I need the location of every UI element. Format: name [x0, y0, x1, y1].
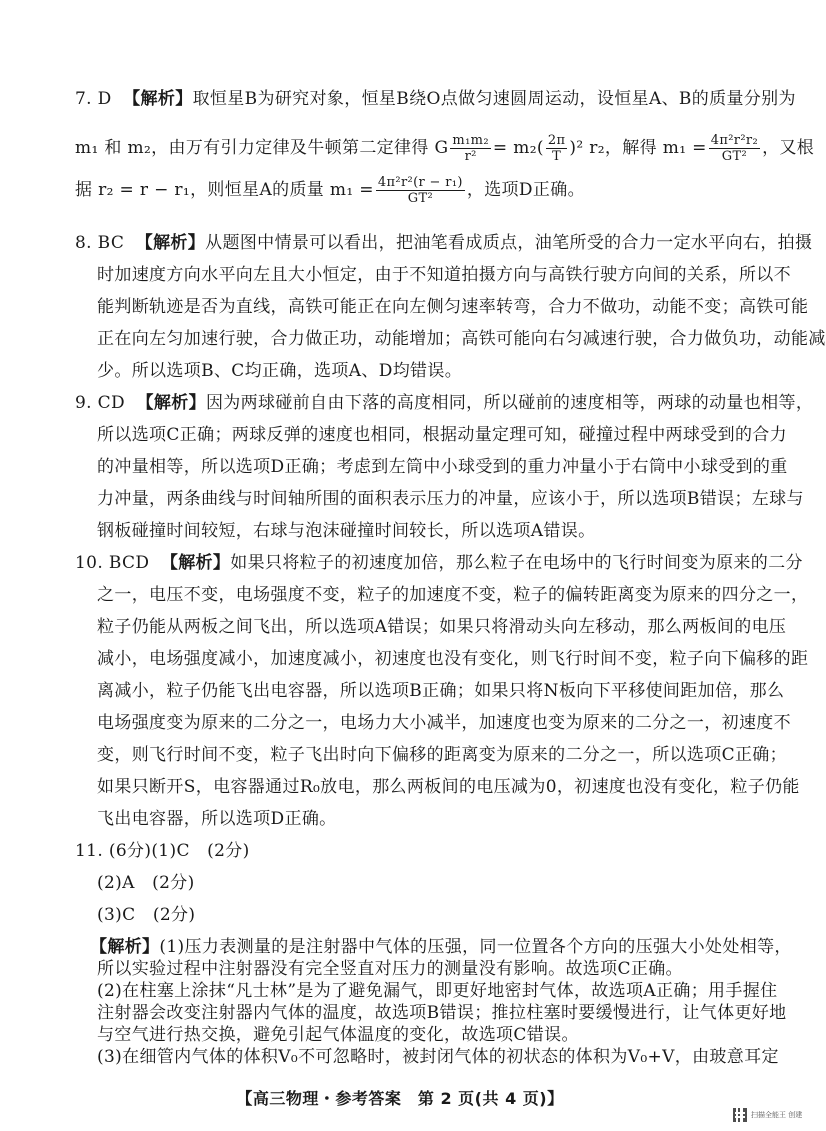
q7-tag: 【解析】	[123, 89, 193, 109]
q10-text-1: 如果只将粒子的初速度加倍，那么粒子在电场中的飞行时间变为原来的二分	[230, 553, 803, 573]
q11-line-2: 所以实验过程中注射器没有完全竖直对压力的测量没有影响。故选项C正确。	[97, 959, 683, 979]
q7-frac3-numerator: 4π²r²r₂	[710, 133, 759, 148]
q10-line-7: 变，则飞行时间不变，粒子飞出时向下偏移的距离变为原来的二分之一，所以选项C正确；	[97, 745, 788, 765]
q11-tag: 【解析】	[90, 937, 160, 957]
q11-line-6: (3)在细管内气体的体积V₀不可忽略时，被封闭气体的初状态的体积为V₀+V，由玻意耳定	[97, 1047, 779, 1067]
q8-line-1	[75, 232, 812, 254]
q7-frac4-denominator: GT²	[407, 191, 434, 206]
q8-line-2: 时加速度方向水平向左且大小恒定，由于不知道拍摄方向与高铁行驶方向间的关系，所以不	[97, 265, 791, 285]
q10-line-3: 粒子仍能从两板之间飞出，所以选项A错误；如果只将滑动头向左移动，那么两板间的电压	[97, 617, 787, 637]
page-footer: 【高三物理・参考答案 第 2 页(共 4 页)】	[236, 1089, 564, 1108]
q9-line-3: 的冲量相等，所以选项D正确；考虑到左筒中小球受到的重力冲量小于右筒中小球受到的重	[97, 457, 788, 477]
q11-line-5: 与空气进行热交换，避免引起气体温度的变化，故选项C错误。	[97, 1025, 579, 1045]
q7-frac1-denominator: r²	[464, 149, 477, 164]
q7-text-3a: 据 r₂ = r − r₁，则恒星A的质量 m₁ =	[75, 180, 374, 200]
q7-text-2a: m₁ 和 m₂，由万有引力定律及牛顿第二定律得 G	[75, 138, 449, 158]
q10-line-5: 离减小，粒子仍能飞出电容器，所以选项B正确；如果只将N板向下平移使间距加倍，那么	[97, 681, 785, 701]
q7-text-3b: ，选项D正确。	[466, 180, 585, 200]
q7-text-2c: )² r₂，解得 m₁ =	[569, 138, 707, 158]
q7-text-1: 取恒星B为研究对象，恒星B绕O点做匀速圆周运动，设恒星A、B的质量分别为	[192, 89, 796, 109]
q7-fraction-4	[376, 175, 465, 206]
q11-answer-3: (3)C (2分)	[97, 905, 196, 925]
q7-fraction-1	[450, 133, 490, 164]
q7-frac2-denominator: T	[552, 149, 562, 164]
q7-line-3	[75, 170, 585, 210]
q7-line-2	[75, 128, 814, 168]
q7-frac2-numerator: 2π	[547, 133, 566, 148]
q8-line-4: 正在向左匀加速行驶，合力做正功，动能增加；高铁可能向右匀减速行驶，合力做负功，动能减	[97, 329, 826, 349]
q7-line-1	[75, 88, 796, 110]
q10-line-2: 之一，电压不变，电场强度不变，粒子的加速度不变，粒子的偏转距离变为原来的四分之一，	[97, 585, 809, 605]
q9-line-4: 力冲量，两条曲线与时间轴所围的面积表示压力的冲量，应该小于，所以选项B错误；左球与	[97, 489, 804, 509]
q10-line-8: 如果只断开S，电容器通过R₀放电，那么两板间的电压减为0，初速度也没有变化，粒子仍能	[97, 777, 800, 797]
q8-line-3: 能判断轨迹是否为直线，高铁可能正在向左侧匀速率转弯，合力不做功，动能不变；高铁可能	[97, 297, 809, 317]
q10-label: 10. BCD	[75, 553, 150, 573]
q9-label: 9. CD	[75, 393, 126, 413]
q7-text-2d: ，又根	[762, 138, 815, 158]
q10-tag: 【解析】	[160, 553, 231, 573]
q11-line-3: (2)在柱塞上涂抹“凡士林”是为了避免漏气，即更好地密封气体，故选项A正确；用手握住	[97, 981, 778, 1001]
q10-line-1	[75, 552, 803, 574]
q7-frac4-numerator: 4π²r²(r − r₁)	[377, 175, 463, 190]
q7-text-2b: = m₂(	[492, 138, 544, 158]
q10-line-6: 电场强度变为原来的二分之一，电场力大小减半，加速度也变为原来的二分之一，初速度不	[97, 713, 791, 733]
q7-frac1-numerator: m₁m₂	[452, 133, 489, 148]
q7-label: 7. D	[75, 89, 112, 109]
q9-line-1	[75, 392, 813, 414]
q8-tag: 【解析】	[135, 233, 206, 253]
q8-label: 8. BC	[75, 233, 125, 253]
q8-text-1: 从题图中情景可以看出，把油笔看成质点，油笔所受的合力一定水平向右，拍摄	[205, 233, 813, 253]
q11-text-1: (1)压力表测量的是注射器中气体的压强，同一位置各个方向的压强大小处处相等，	[159, 937, 792, 957]
q7-fraction-2	[546, 133, 568, 164]
q8-line-5: 少。所以选项B、C均正确，选项A、D均错误。	[97, 361, 463, 381]
q10-line-9: 飞出电容器，所以选项D正确。	[97, 809, 337, 829]
q7-fraction-3	[709, 133, 760, 164]
q11-answer-2: (2)A (2分)	[97, 873, 195, 893]
q9-text-1: 因为两球碰前自由下落的高度相同，所以碰前的速度相等，两球的动量也相等，	[205, 393, 814, 413]
q11-line-1	[90, 936, 792, 958]
q7-frac3-denominator: GT²	[721, 149, 748, 164]
q11-answer-1: 11. (6分)(1)C (2分)	[75, 841, 250, 861]
q10-line-4: 减小，电场强度减小，加速度减小，初速度也没有变化，则飞行时间不变，粒子向下偏移的距	[97, 649, 809, 669]
scanner-watermark: 扫描全能王 创建	[751, 1111, 803, 1119]
q11-line-4: 注射器会改变注射器内气体的温度，故选项B错误；推拉柱塞时要缓慢进行，让气体更好地	[97, 1003, 787, 1023]
q9-line-5: 钢板碰撞时间较短，右球与泡沫碰撞时间较长，所以选项A错误。	[97, 521, 596, 541]
q9-line-2: 所以选项C正确；两球反弹的速度也相同，根据动量定理可知，碰撞过程中两球受到的合力	[97, 425, 788, 445]
q9-tag: 【解析】	[136, 393, 206, 413]
qr-code-icon	[733, 1108, 747, 1122]
